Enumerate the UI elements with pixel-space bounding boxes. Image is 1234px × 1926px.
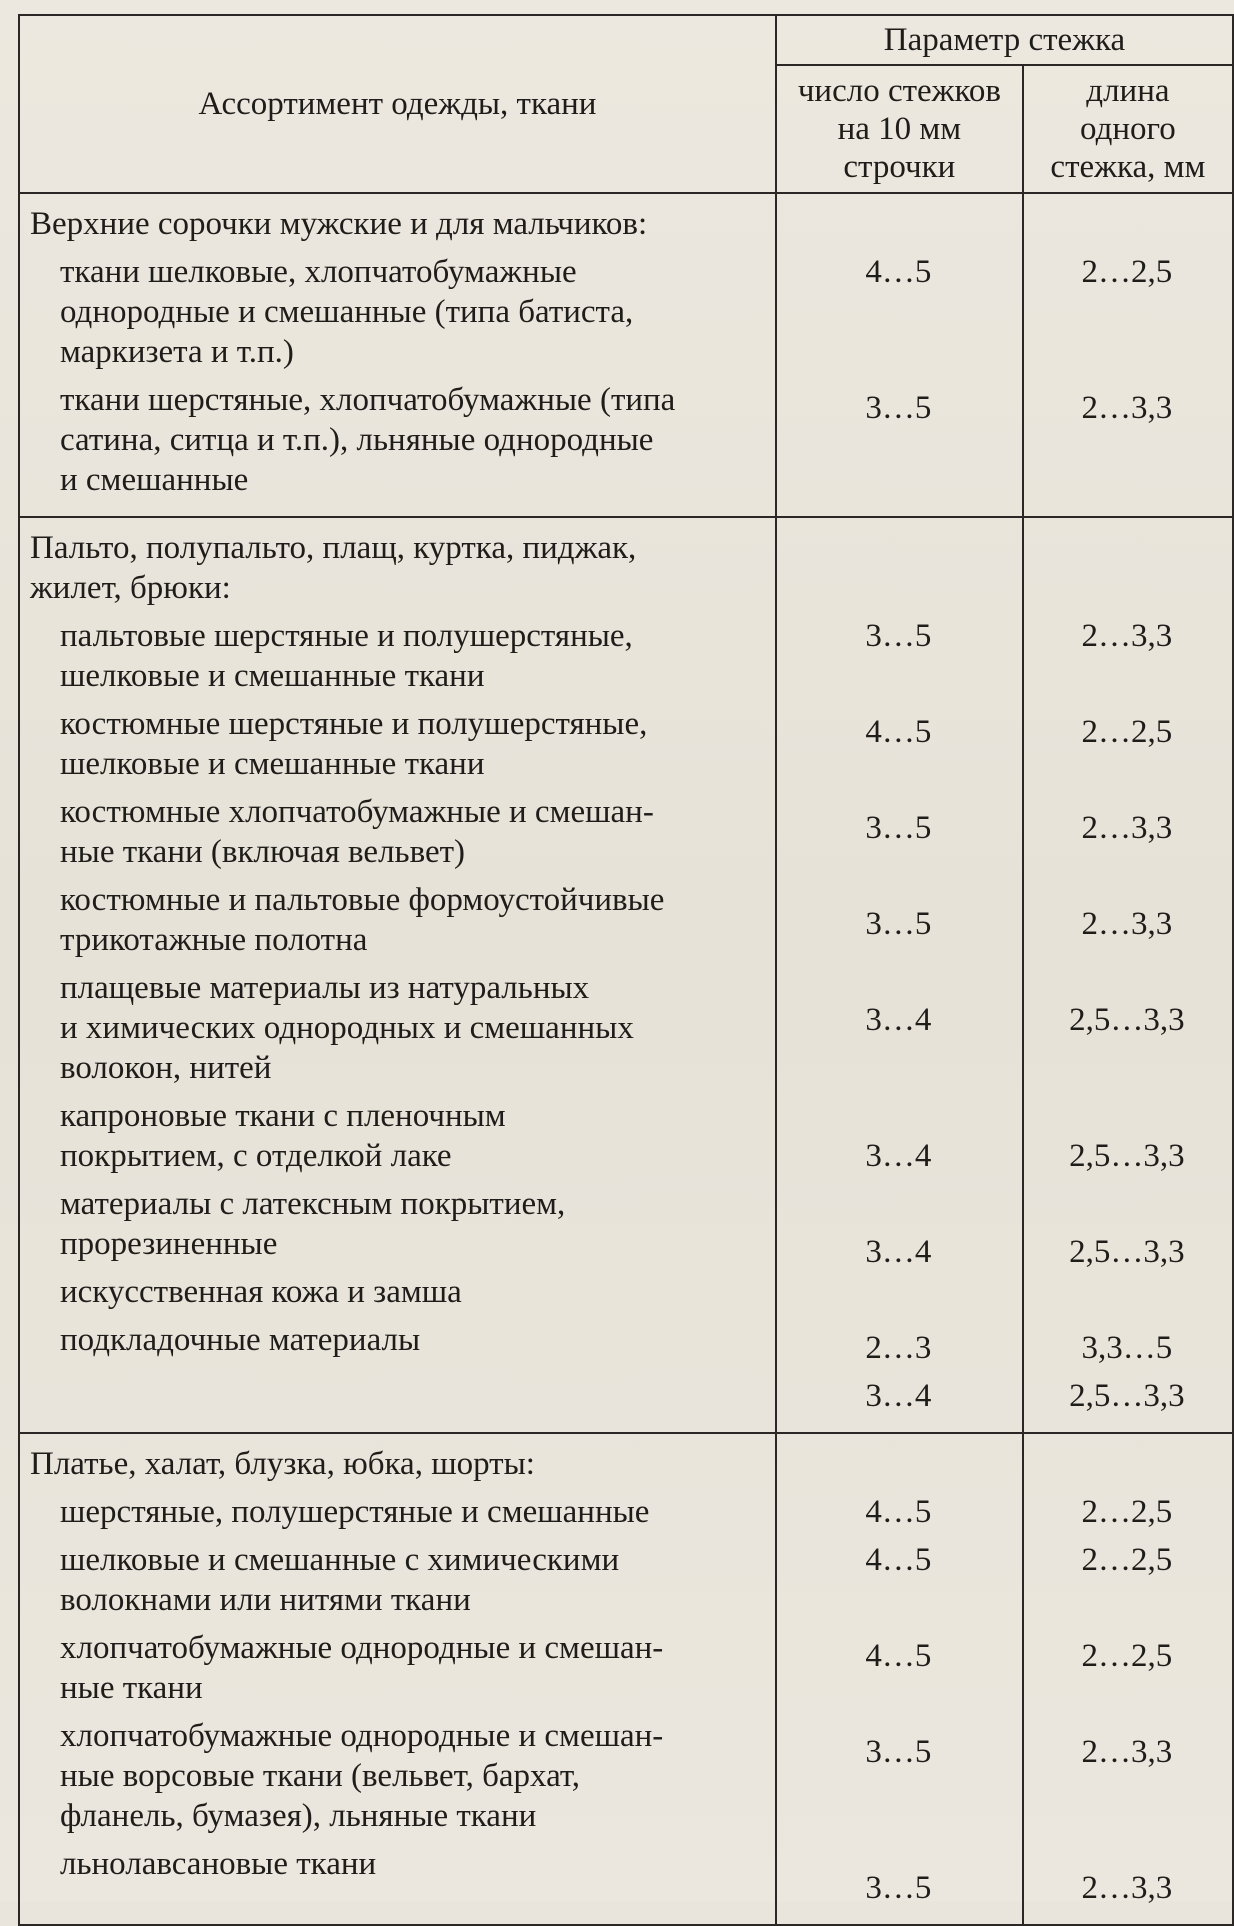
section-assortment-cell bbox=[19, 517, 776, 1433]
section-shirts bbox=[19, 193, 1233, 517]
list-item: подкладочные материалы bbox=[60, 1322, 421, 1358]
section-length-cell: 2…2,5 2…2,5 2…2,5 2…3,3 2…3,3 bbox=[1023, 1433, 1233, 1925]
list-item: костюмные и пальтовые формоустойчивые трикотажные полотна bbox=[60, 882, 665, 958]
list-item: ткани шелковые, хлопчатобумажные однородные и смешанные (типа батиста, маркизета и т.п.) bbox=[60, 254, 634, 370]
section-length-cell: 2…3,3 2…2,5 2…3,3 2…3,3 2,5…3,3 2,5…3,3 2,5…3,3 3,3…5 2,5…3,3 bbox=[1023, 517, 1233, 1433]
section-assortment-cell bbox=[19, 193, 776, 517]
header-stitch-length: длина одного стежка, мм bbox=[1023, 65, 1233, 193]
list-item: шелковые и смешанные с химическими волокнами или нитями ткани bbox=[60, 1542, 620, 1618]
list-item: шерстяные, полушерстяные и смешанные bbox=[60, 1494, 650, 1530]
section-count-cell: 4…5 3…5 bbox=[776, 193, 1023, 517]
list-item: ткани шерстяные, хлопчатобумажные (типа сатина, ситца и т.п.), льняные однородные и смешанные bbox=[60, 382, 676, 498]
list-item: костюмные шерстяные и полушерстяные, шелковые и смешанные ткани bbox=[60, 706, 648, 782]
stitch-parameters-table bbox=[18, 14, 1234, 1926]
section-title: Платье, халат, блузка, юбка, шорты: bbox=[30, 1446, 535, 1482]
header-stitch-count: число стежков на 10 мм строчки bbox=[776, 65, 1023, 193]
header-stitch-parameter: Параметр стежка bbox=[776, 15, 1233, 65]
section-title: Пальто, полупальто, плащ, куртка, пиджак, жилет, брюки: bbox=[30, 530, 637, 606]
section-outerwear bbox=[19, 517, 1233, 1433]
list-item: пальтовые шерстяные и полушерстяные, шелковые и смешанные ткани bbox=[60, 618, 633, 694]
list-item: материалы с латексным покрытием, прорезиненные bbox=[60, 1186, 566, 1262]
list-item: льнолавсановые ткани bbox=[60, 1846, 377, 1882]
list-item: костюмные хлопчатобумажные и смешан- ные ткани (включая вельвет) bbox=[60, 794, 654, 870]
list-item: плащевые материалы из натуральных и химических однородных и смешанных волокон, нитей bbox=[60, 970, 634, 1086]
list-item: искусственная кожа и замша bbox=[60, 1274, 462, 1310]
list-item: хлопчатобумажные однородные и смешан- ные ворсовые ткани (вельвет, бархат, фланель, бумазея), льняные ткани bbox=[60, 1718, 664, 1834]
header-assortment: Ассортимент одежды, ткани bbox=[19, 15, 776, 193]
section-title: Верхние сорочки мужские и для мальчиков: bbox=[30, 206, 648, 242]
list-item: капроновые ткани с пленочным покрытием, с отделкой лаке bbox=[60, 1098, 506, 1174]
section-assortment-cell bbox=[19, 1433, 776, 1925]
section-count-cell: 4…5 4…5 4…5 3…5 3…5 bbox=[776, 1433, 1023, 1925]
section-count-cell: 3…5 4…5 3…5 3…5 3…4 3…4 3…4 2…3 3…4 bbox=[776, 517, 1023, 1433]
section-length-cell: 2…2,5 2…3,3 bbox=[1023, 193, 1233, 517]
list-item: хлопчатобумажные однородные и смешан- ные ткани bbox=[60, 1630, 664, 1706]
section-dresses bbox=[19, 1433, 1233, 1925]
